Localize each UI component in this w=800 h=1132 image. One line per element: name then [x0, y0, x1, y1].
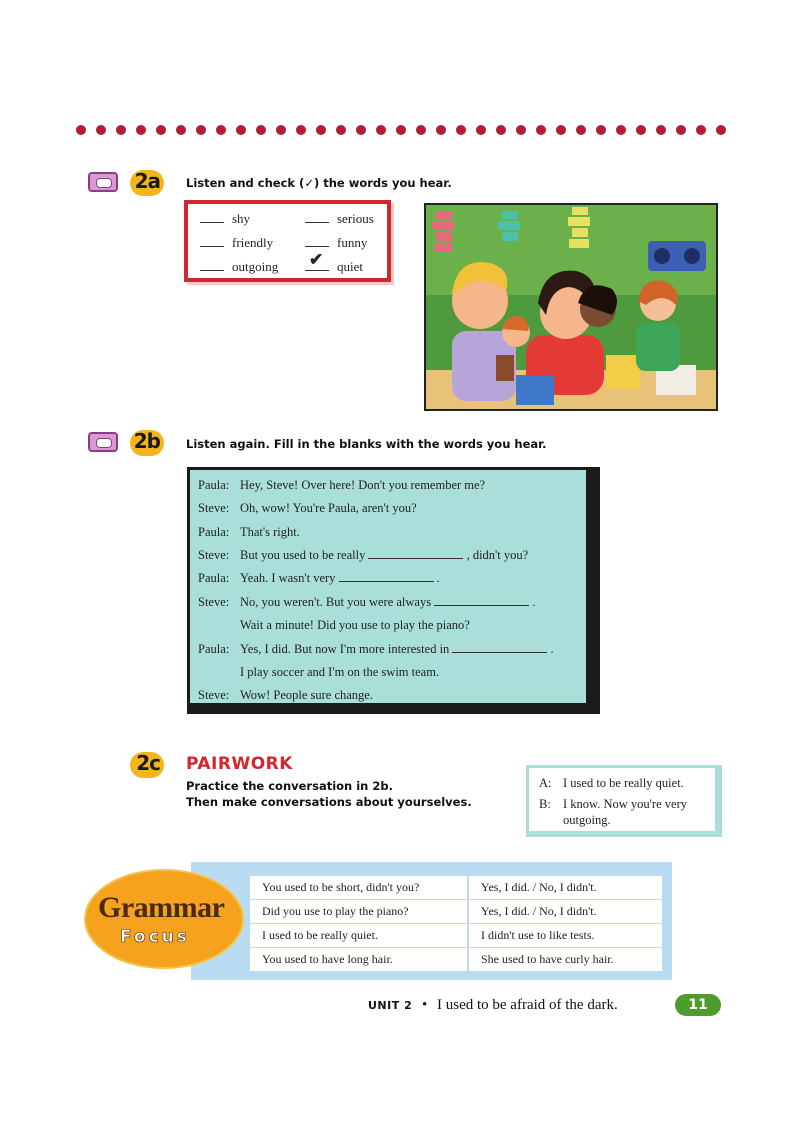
section-number-badge	[130, 430, 164, 456]
divider-dot	[556, 125, 566, 135]
divider-dot	[536, 125, 546, 135]
fill-blank[interactable]	[434, 595, 529, 606]
sample-conversation	[526, 765, 722, 837]
divider-dot	[296, 125, 306, 135]
speaker: Steve:	[198, 688, 230, 702]
footer-bullet: •	[421, 997, 428, 1013]
speaker: Steve:	[198, 501, 230, 515]
checklist-item[interactable]	[305, 235, 367, 251]
checklist-item[interactable]	[305, 211, 374, 227]
divider-dot	[276, 125, 286, 135]
divider-dot	[176, 125, 186, 135]
table-cell: Yes, I did. / No, I didn't.	[468, 900, 662, 924]
divider-dot	[596, 125, 606, 135]
fill-blank[interactable]	[452, 642, 547, 653]
grammar-table	[250, 876, 662, 972]
dotted-divider	[76, 123, 726, 137]
divider-dot	[356, 125, 366, 135]
speaker: Paula:	[198, 478, 230, 492]
instruction-2a: Listen and check (✓) the words you hear.	[186, 176, 452, 190]
answer-blank[interactable]	[200, 214, 224, 223]
utterance: No, you weren't. But you were always	[240, 595, 432, 609]
answer-blank[interactable]	[305, 214, 329, 223]
grammar-focus-logo	[86, 871, 242, 967]
sample-panel	[529, 768, 715, 831]
divider-dot	[236, 125, 246, 135]
word-label: funny	[337, 235, 368, 250]
unit-title: I used to be afraid of the dark.	[436, 997, 618, 1013]
table-row	[250, 948, 662, 972]
speaker: B:	[539, 797, 551, 811]
utterance-end: , didn't you?	[466, 548, 529, 562]
divider-dot	[616, 125, 626, 135]
divider-dot	[336, 125, 346, 135]
table-cell: She used to have curly hair.	[468, 948, 662, 972]
divider-dot	[216, 125, 226, 135]
sample-line: I know. Now you're very	[563, 797, 687, 811]
divider-dot	[436, 125, 446, 135]
party-illustration	[424, 203, 718, 411]
speaker: Steve:	[198, 595, 230, 609]
checkmark-icon: ✔	[309, 250, 324, 269]
table-cell: I didn't use to like tests.	[468, 924, 662, 948]
checklist-item[interactable]	[200, 259, 278, 275]
divider-dot	[376, 125, 386, 135]
divider-dot	[516, 125, 526, 135]
table-cell: Did you use to play the piano?	[250, 900, 468, 924]
utterance: Hey, Steve! Over here! Don't you remember me?	[240, 478, 486, 492]
word-label: quiet	[337, 259, 363, 274]
divider-dot	[96, 125, 106, 135]
utterance: Oh, wow! You're Paula, aren't you?	[240, 501, 417, 515]
utterance: Yes, I did. But now I'm more interested in	[240, 642, 450, 656]
sample-line: outgoing.	[563, 813, 611, 827]
speaker: Paula:	[198, 571, 230, 585]
speaker: Paula:	[198, 642, 230, 656]
divider-dot	[116, 125, 126, 135]
utterance-end: .	[436, 571, 440, 585]
grammar-focus-subtitle: Focus	[120, 927, 190, 947]
speaker: Steve:	[198, 548, 230, 562]
cassette-tape-icon	[88, 432, 118, 452]
checklist-item[interactable]	[200, 235, 273, 251]
table-row	[250, 876, 662, 900]
table-cell: I used to be really quiet.	[250, 924, 468, 948]
dialogue-panel	[190, 470, 586, 703]
answer-blank[interactable]	[200, 238, 224, 247]
table-row	[250, 900, 662, 924]
utterance: Yeah. I wasn't very	[240, 571, 336, 585]
utterance: Wait a minute! Did you use to play the piano?	[240, 618, 470, 632]
party-scene-image	[426, 205, 716, 409]
divider-dot	[256, 125, 266, 135]
section-number: 2c	[136, 751, 160, 775]
cassette-tape-icon	[88, 172, 118, 192]
answer-blank[interactable]	[305, 250, 329, 271]
instruction-2c-line1: Practice the conversation in 2b.	[186, 779, 393, 793]
utterance-end: .	[550, 642, 554, 656]
fill-blank[interactable]	[339, 571, 434, 582]
fill-blank[interactable]	[368, 548, 463, 559]
word-label: outgoing	[232, 259, 279, 274]
utterance: But you used to be really	[240, 548, 366, 562]
utterance-end: .	[532, 595, 536, 609]
divider-dot	[656, 125, 666, 135]
instruction-2b: Listen again. Fill in the blanks with the words you hear.	[186, 437, 547, 451]
table-cell: You used to have long hair.	[250, 948, 468, 972]
divider-dot	[396, 125, 406, 135]
checklist-item[interactable]	[200, 211, 250, 227]
divider-dot	[696, 125, 706, 135]
divider-dot	[196, 125, 206, 135]
speaker: A:	[539, 776, 552, 790]
divider-dot	[316, 125, 326, 135]
divider-dot	[716, 125, 726, 135]
section-number: 2b	[133, 429, 160, 453]
word-label: shy	[232, 211, 251, 226]
utterance: Wow! People sure change.	[240, 688, 373, 702]
divider-dot	[676, 125, 686, 135]
word-label: friendly	[232, 235, 274, 250]
divider-dot	[496, 125, 506, 135]
divider-dot	[156, 125, 166, 135]
answer-blank[interactable]	[305, 238, 329, 247]
table-row	[250, 924, 662, 948]
checklist-item[interactable]	[305, 250, 363, 275]
grammar-focus-title: Grammar	[98, 891, 225, 924]
section-number: 2a	[134, 169, 160, 193]
dialogue-box	[187, 467, 600, 714]
divider-dot	[576, 125, 586, 135]
speaker: Paula:	[198, 525, 230, 539]
utterance: That's right.	[240, 525, 300, 539]
divider-dot	[416, 125, 426, 135]
utterance: I play soccer and I'm on the swim team.	[240, 665, 440, 679]
instruction-2c-line2: Then make conversations about yourselves.	[186, 795, 472, 809]
section-number-badge	[130, 170, 164, 196]
divider-dot	[456, 125, 466, 135]
table-cell: Yes, I did. / No, I didn't.	[468, 876, 662, 900]
unit-label: UNIT 2	[368, 999, 413, 1012]
word-checklist	[184, 200, 391, 282]
divider-dot	[76, 125, 86, 135]
sample-line: I used to be really quiet.	[563, 776, 684, 790]
pairwork-title: PAIRWORK	[186, 754, 293, 774]
answer-blank[interactable]	[200, 262, 224, 271]
page-footer	[368, 997, 618, 1014]
divider-dot	[636, 125, 646, 135]
page-number: 11	[675, 994, 721, 1016]
table-cell: You used to be short, didn't you?	[250, 876, 468, 900]
divider-dot	[136, 125, 146, 135]
divider-dot	[476, 125, 486, 135]
section-number-badge	[130, 752, 164, 778]
word-label: serious	[337, 211, 374, 226]
